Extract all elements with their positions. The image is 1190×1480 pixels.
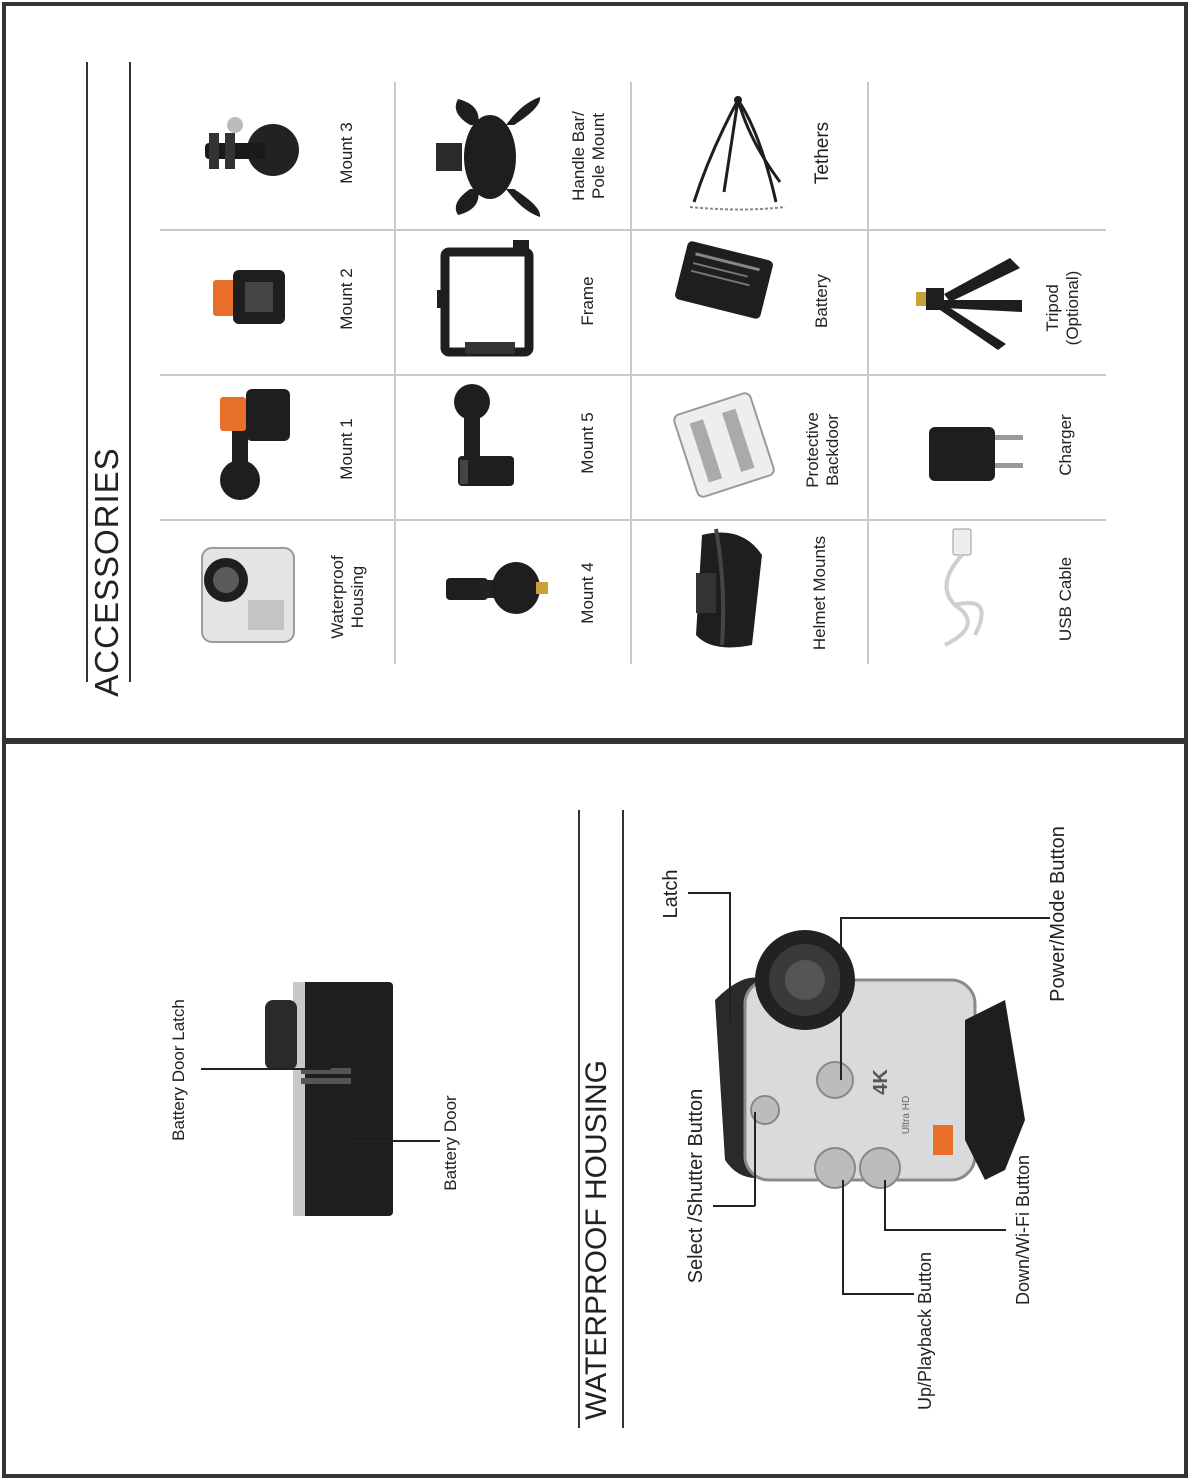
waterproof-housing-icon: [190, 540, 305, 650]
latch-leader-h: [688, 892, 730, 894]
select-leader-h: [713, 1205, 755, 1207]
label-charger: Charger: [1056, 414, 1075, 476]
up-leader-v: [842, 1180, 844, 1294]
camera-side-view: [265, 980, 395, 1220]
label-battery-door-latch: Battery Door Latch: [169, 999, 188, 1141]
housing-ultrahd-badge: Ultra HD: [901, 1095, 912, 1135]
housing-4k-badge: 4K: [870, 1069, 892, 1095]
label-helmet-mounts: Helmet Mounts: [810, 535, 829, 651]
grid-v2: [630, 82, 632, 664]
label-waterproof-housing: Waterproof Housing: [328, 555, 367, 639]
label-battery-door: Battery Door: [441, 1095, 460, 1191]
battery-icon: [672, 240, 777, 320]
housing-rule-right: [622, 810, 624, 1428]
label-tethers: Tethers: [812, 121, 833, 185]
grid-h3: [160, 519, 1106, 521]
grid-v1: [394, 82, 396, 664]
label-mount-2: Mount 2: [337, 268, 356, 330]
label-power-mode: Power/Mode Button: [1047, 826, 1069, 1002]
label-tripod: Tripod (Optional): [1043, 270, 1082, 346]
label-up-playback: Up/Playback Button: [915, 1251, 935, 1411]
mount-3-icon: [195, 105, 305, 200]
usb-cable-icon: [925, 525, 1005, 655]
battery-door-leader: [345, 1140, 440, 1142]
mount-2-icon: [205, 262, 295, 332]
grid-h2: [160, 374, 1106, 376]
label-mount-5: Mount 5: [578, 412, 597, 474]
label-protective-backdoor: Protective Backdoor: [803, 412, 842, 488]
label-usb-cable: USB Cable: [1056, 556, 1075, 642]
grid-v3: [867, 82, 869, 664]
accessories-rule-right: [129, 62, 131, 682]
power-leader-h: [840, 917, 1050, 919]
label-mount-4: Mount 4: [578, 562, 597, 624]
tripod-icon: [910, 252, 1035, 352]
down-leader-v: [884, 1180, 886, 1230]
mount-5-icon: [440, 382, 530, 502]
power-leader-v: [840, 917, 842, 1080]
down-leader-h: [884, 1229, 1006, 1231]
label-down-wifi: Down/Wi-Fi Button: [1013, 1154, 1033, 1306]
label-battery: Battery: [812, 274, 831, 328]
backdoor-icon: [672, 390, 777, 500]
up-leader-h: [842, 1293, 914, 1295]
label-select-shutter: Select /Shutter Button: [685, 1088, 707, 1284]
helmet-mount-icon: [682, 525, 777, 655]
label-latch: Latch: [660, 869, 682, 919]
accessories-heading: ACCESSORIES: [88, 447, 125, 697]
battery-door-latch-leader: [201, 1068, 331, 1070]
label-mount-3: Mount 3: [337, 122, 356, 184]
frame-icon: [435, 238, 540, 358]
label-mount-1: Mount 1: [337, 418, 356, 480]
charger-icon: [925, 415, 1030, 490]
select-leader-v: [754, 1112, 756, 1206]
grid-h1: [160, 229, 1106, 231]
tethers-icon: [680, 92, 795, 217]
latch-leader-v: [729, 892, 731, 1022]
mount-4-icon: [440, 548, 550, 628]
label-handlebar-mount: Handle Bar/ Pole Mount: [569, 111, 608, 201]
mount-1-icon: [210, 385, 300, 510]
label-frame: Frame: [578, 276, 597, 326]
housing-heading: WATERPROOF HOUSING: [580, 1060, 613, 1420]
handlebar-mount-icon: [430, 95, 550, 220]
